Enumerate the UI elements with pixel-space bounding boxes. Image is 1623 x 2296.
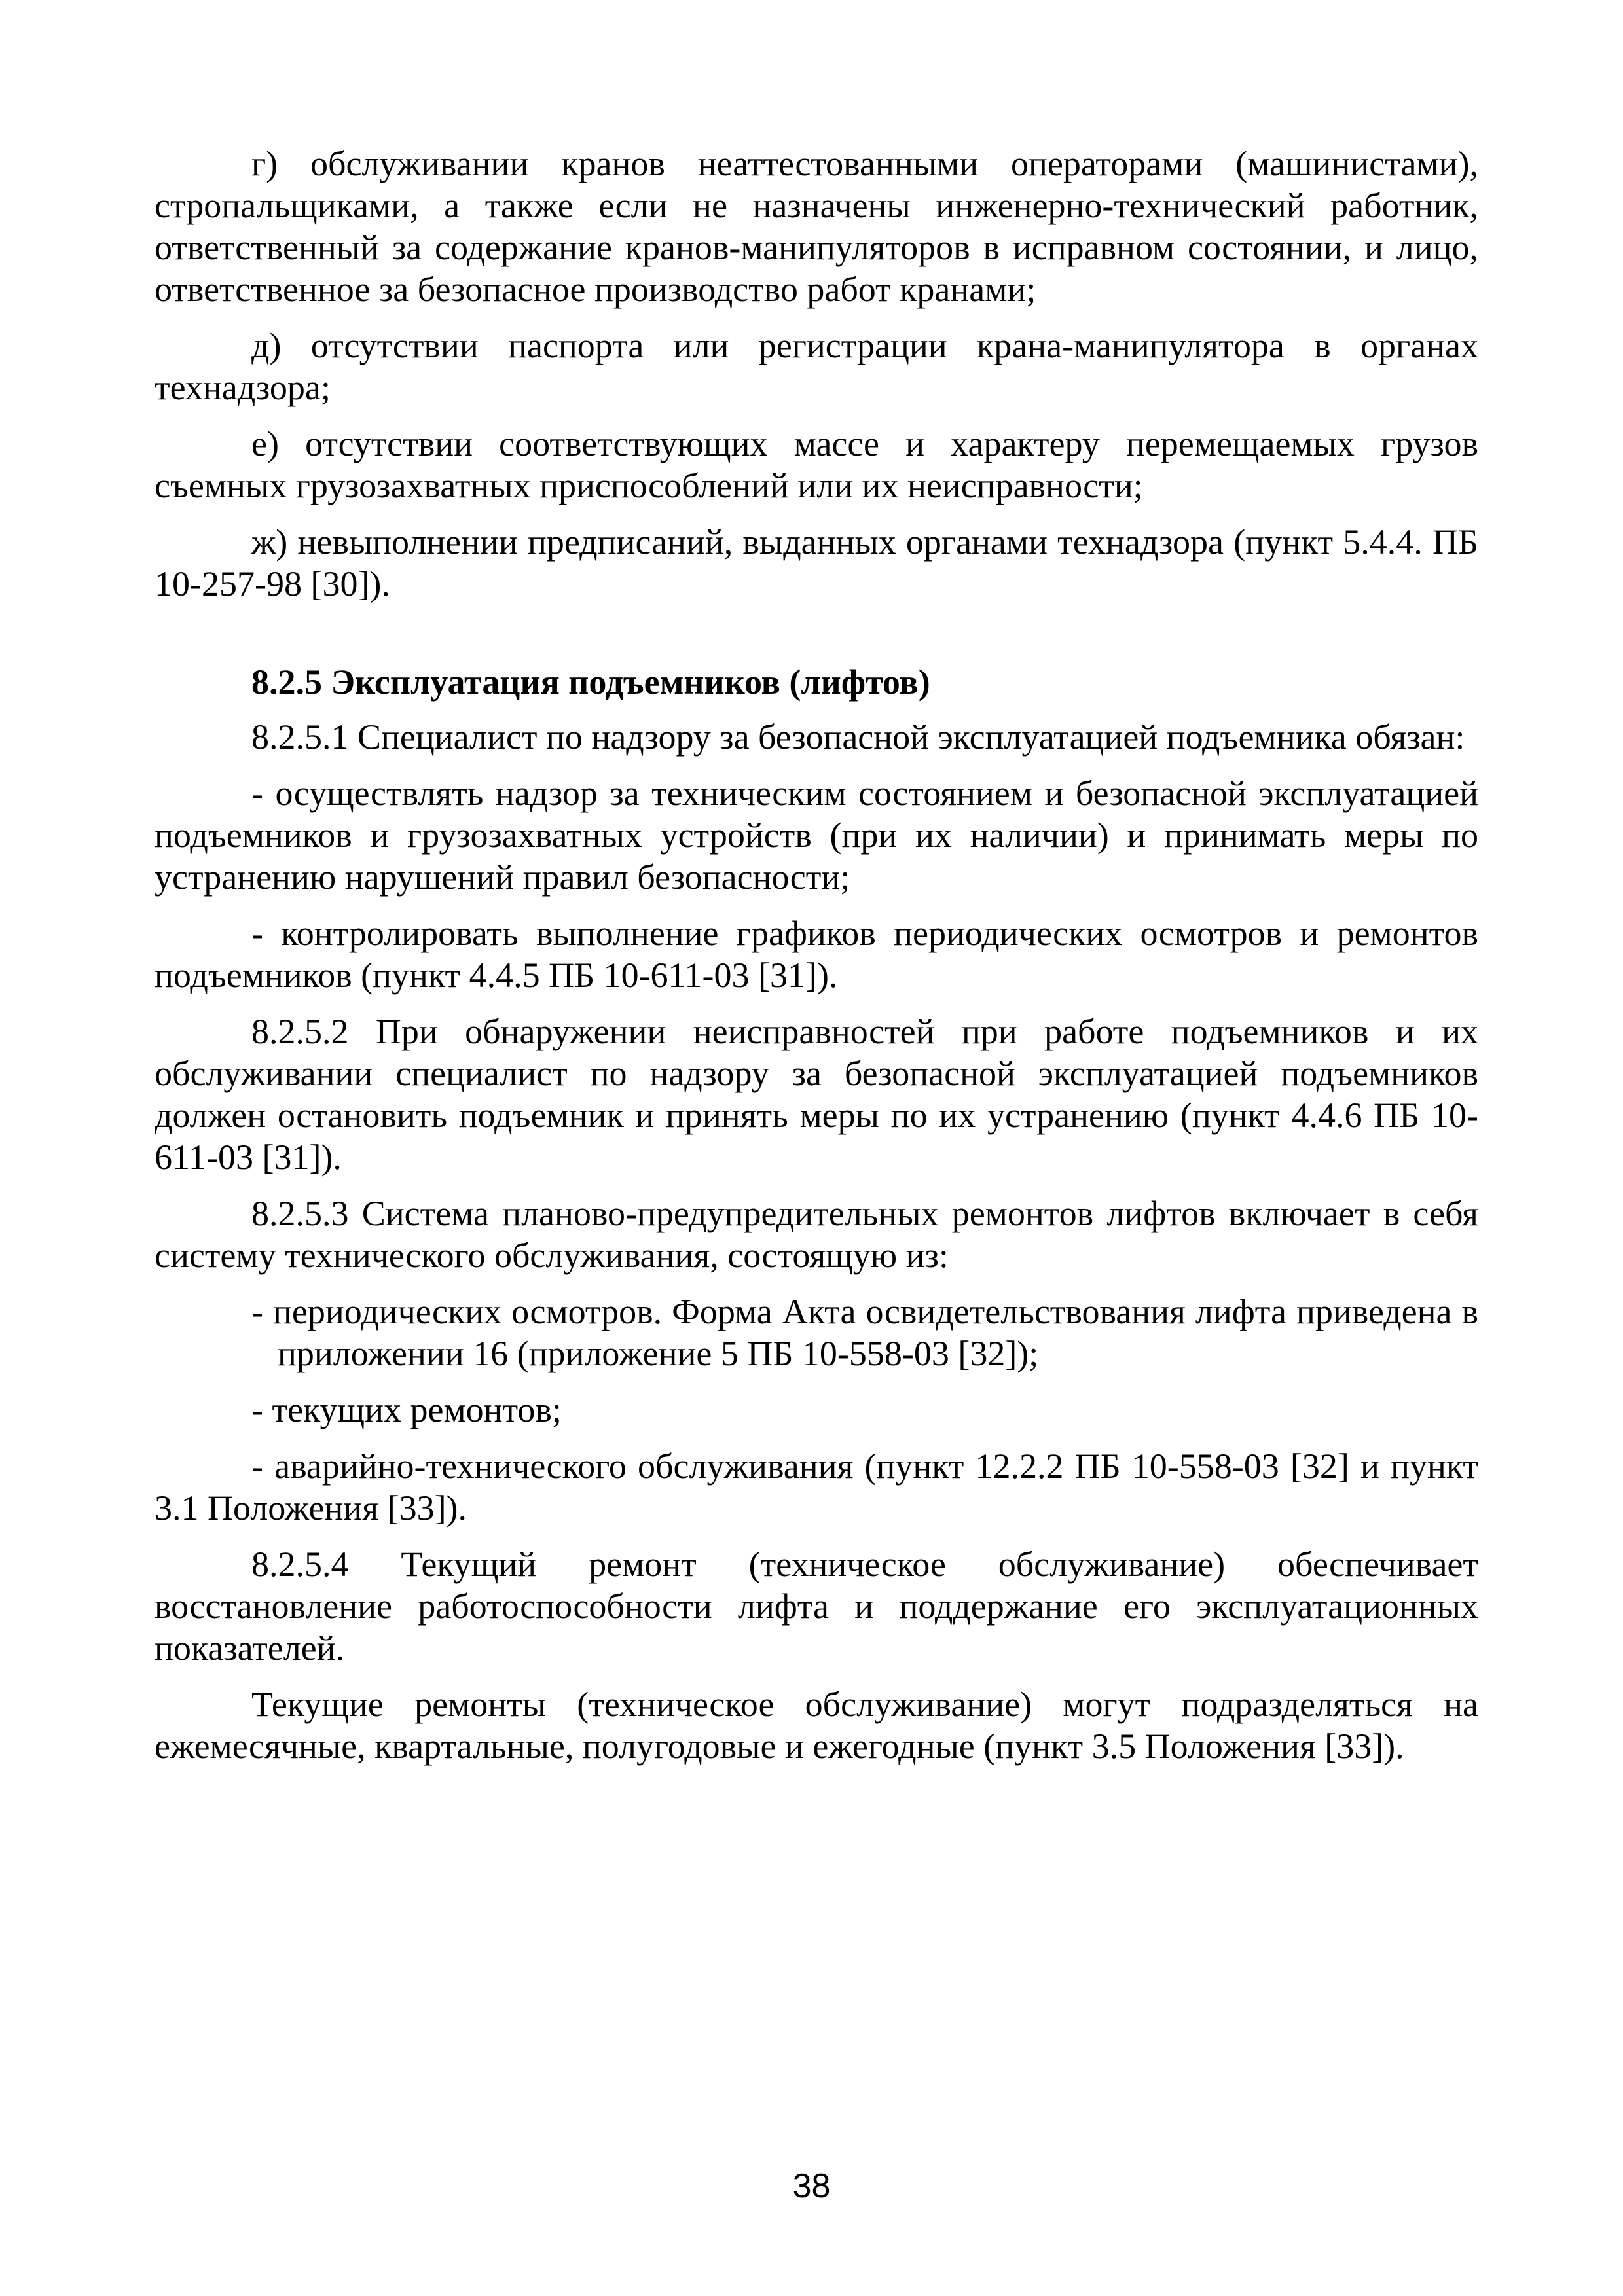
paragraph-8-2-5-2: 8.2.5.2 При обнаружении неисправностей при работе подъемников и их обслуживании специалист по надзору за безопасной эксплуатацией подъемников должен остановить подъемник и принять меры по их устранению (пункт 4.4.6 ПБ 10-611-03 [31]). — [155, 1012, 1478, 1177]
list-item-zh: ж) невыполнении предписаний, выданных органами технадзора (пункт 5.4.4. ПБ 10-257-98 [30]). — [155, 522, 1478, 603]
paragraph-final: Текущие ремонты (техническое обслуживание) могут подразделяться на ежемесячные, квартальные, полугодовые и ежегодные (пункт 3.5 Положения [33]). — [155, 1685, 1478, 1766]
paragraph-8-2-5-3: 8.2.5.3 Система планово-предупредительных ремонтов лифтов включает в себя систему технического обслуживания, состоящую из: — [155, 1194, 1478, 1275]
system-item-3: - аварийно-технического обслуживания (пункт 12.2.2 ПБ 10-558-03 [32] и пункт 3.1 Положения [33]). — [155, 1446, 1478, 1528]
system-item-1: - периодических осмотров. Форма Акта освидетельствования лифта приведена в приложении 16 (приложение 5 ПБ 10-558-03 [32]); — [251, 1292, 1478, 1373]
list-item-e: е) отсутствии соответствующих массе и характеру перемещаемых грузов съемных грузозахватных приспособлений или их неисправности; — [155, 424, 1478, 505]
list-item-g: г) обслуживании кранов неаттестованными операторами (машинистами), стропальщиками, а также если не назначены инженерно-технический работник, ответственный за содержание кранов-манипуляторов в исправном состоянии, и лицо, ответственное за безопасное производство работ кранами; — [155, 144, 1478, 309]
section-heading: 8.2.5 Эксплуатация подъемников (лифтов) — [251, 662, 930, 702]
system-item-2: - текущих ремонтов; — [251, 1390, 562, 1429]
list-item-d: д) отсутствии паспорта или регистрации крана-манипулятора в органах технадзора; — [155, 326, 1478, 407]
duty-item-1: - осуществлять надзор за техническим состоянием и безопасной эксплуатацией подъемников и грузозахватных устройств (при их наличии) и принимать меры по устранению нарушений правил безопасности; — [155, 774, 1478, 897]
paragraph-8-2-5-1: 8.2.5.1 Специалист по надзору за безопасной эксплуатацией подъемника обязан: — [251, 717, 1465, 757]
document-body — [155, 143, 1478, 1782]
paragraph-8-2-5-4: 8.2.5.4 Текущий ремонт (техническое обслуживание) обеспечивает восстановление работоспособности лифта и поддержание его эксплуатационных показателей. — [155, 1545, 1478, 1668]
page-number: 38 — [792, 2167, 831, 2205]
duty-item-2: - контролировать выполнение графиков периодических осмотров и ремонтов подъемников (пункт 4.4.5 ПБ 10-611-03 [31]). — [155, 914, 1478, 995]
